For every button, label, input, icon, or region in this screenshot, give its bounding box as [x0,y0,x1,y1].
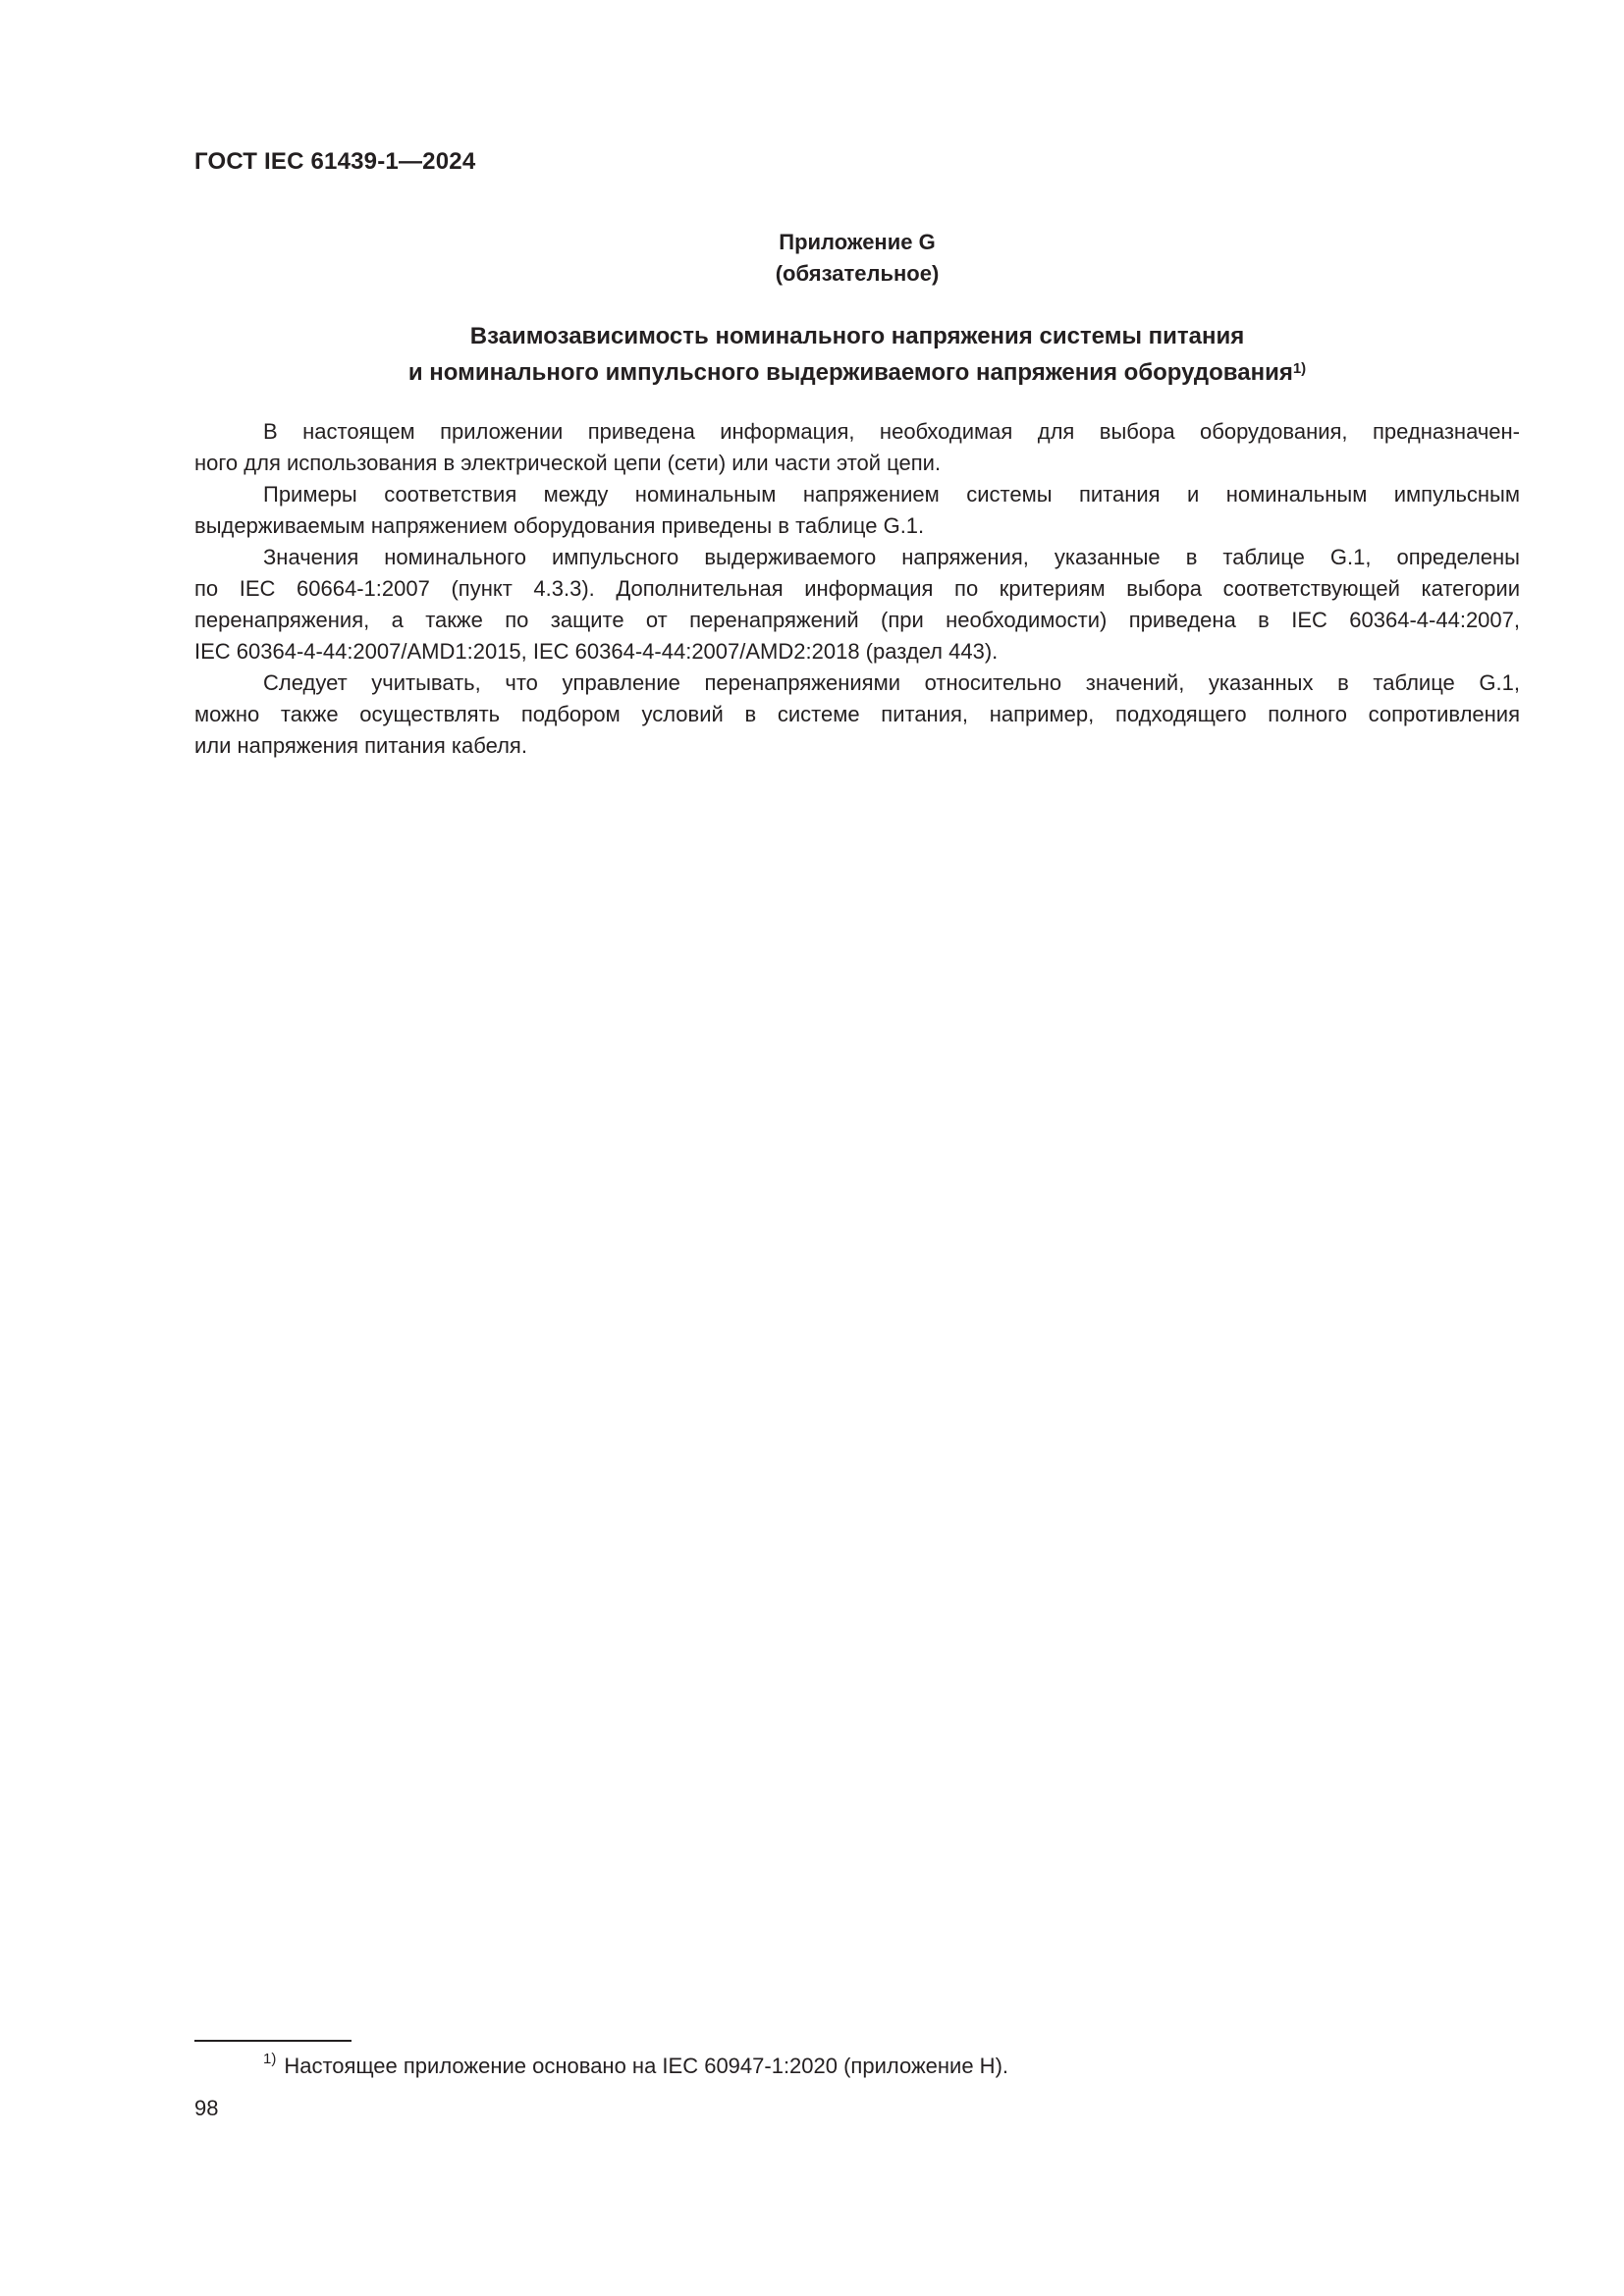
body-line: В настоящем приложении приведена информация, необходимая для выбора оборудования, предназначен- [263,419,1520,444]
page-number: 98 [194,2096,219,2120]
body-line: или напряжения питания кабеля. [194,733,527,758]
footnote-marker: 1) [263,2051,277,2067]
annex-title [194,318,1520,391]
body-line: выдерживаемым напряжением оборудования приведены в таблице G.1. [194,513,925,538]
annex-title-line-2 [194,354,1520,391]
footnote-divider [194,2040,352,2042]
body-line: Примеры соответствия между номинальным напряжением системы питания и номинальным импульсным [263,482,1520,507]
annex-label: Приложение G [779,230,936,254]
annex-title-line-2-text: и номинального импульсного выдерживаемого напряжения оборудования [407,359,1293,386]
body-line: по IEC 60664-1:2007 (пункт 4.3.3). Дополнительная информация по критериям выбора соответствующей категории [194,576,1520,601]
body-text [194,416,1520,762]
footnote [263,2051,1009,2079]
body-line: перенапряжения, а также по защите от перенапряжений (при необходимости) приведена в IEC 60364-4-44:2007, [194,608,1520,632]
body-line: IEC 60364-4-44:2007/AMD1:2015, IEC 60364-4-44:2007/AMD2:2018 (раздел 443). [194,639,999,664]
body-line: можно также осуществлять подбором условий в системе питания, например, подходящего полного сопротивления [194,702,1520,726]
title-footnote-ref: 1) [1292,360,1307,377]
footnote-text: Настоящее приложение основано на IEC 60947-1:2020 (приложение H). [284,2054,1009,2078]
annex-heading [194,227,1520,290]
body-line: Следует учитывать, что управление перенапряжениями относительно значений, указанных в таблице G.1, [263,670,1520,695]
annex-status: (обязательное) [775,261,940,286]
annex-title-line-1: Взаимозависимость номинального напряжения системы питания [469,323,1245,349]
body-line: ного для использования в электрической цепи (сети) или части этой цепи. [194,451,942,475]
document-id-header: ГОСТ IEC 61439-1—2024 [194,148,476,175]
body-line: Значения номинального импульсного выдерживаемого напряжения, указанные в таблице G.1, определены [263,545,1520,569]
